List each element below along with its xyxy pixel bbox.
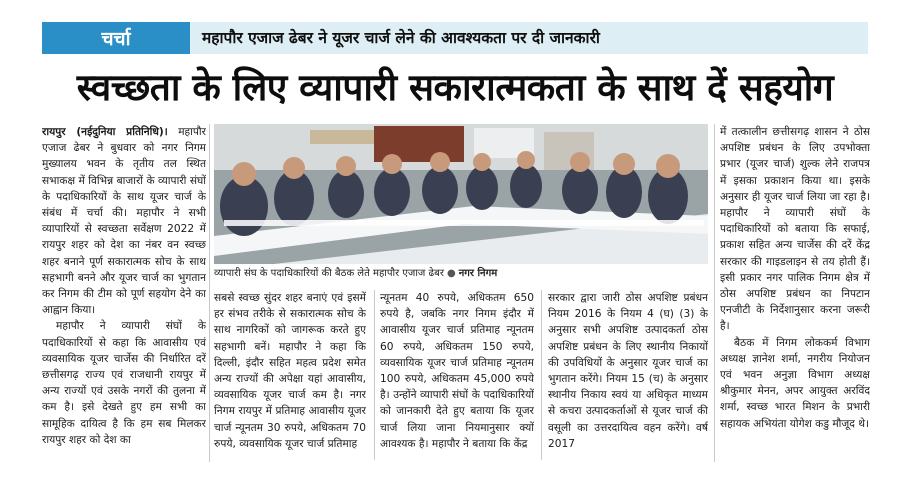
paragraph-text: बैठक में निगम लोककर्म विभाग अध्यक्ष ज्ञानेश शर्मा, नगरीय नियोजन एवं भवन अनुज्ञा विभाग अध्यक्ष श्रीकुमार मेनन, अपर आयुक्त अरविंद शर्मा, स्वच्छ भारत मिशन के प्रभारी सहायक अभियंता योगेश कडु मौजूद थे। — [720, 336, 870, 430]
paragraph-text: महापौर एजाज ढेबर ने बुधवार को नगर निगम मुख्यालय भवन के तृतीय तल स्थित सभाकक्ष में विभिन्न बाजारों के व्यापारी संघों के पदाधिकारियों के साथ यूजर चार्ज के संबंध में चर्चा की। महापौर ने सभी व्यापारियों से स्वच्छता सर्वेक्षण 2022 में रायपुर शहर को देश का नंबर वन स्वच्छ शहर बनाने पूर्ण सकारात्मक सोच के साथ सहभागी बनने और यूजर चार्ज का भुगतान कर निगम की टीम को पूर्ण सहयोग देने का आह्वान किया। — [42, 126, 206, 317]
paragraph-text: महापौर ने व्यापारी संघों के पदाधिकारियों से कहा कि आवासीय एवं व्यवसायिक यूजर चार्जेस की निर्धारित दरें छत्तीसगढ़ राज्य एवं राजधानी रायपुर में अन्य राज्यों एवं उसके नगरों की तुलना में कम है। इसे देखते हुए हम सभी का सामूहिक दायित्व है कि हम सब मिलकर रायपुर शहर को देश का — [42, 320, 206, 446]
headline: स्वच्छता के लिए व्यापारी सकारात्मकता के साथ दें सहयोग — [76, 66, 834, 109]
article-column-1 — [42, 124, 206, 464]
paragraph-text: सबसे स्वच्छ सुंदर शहर बनाएं एवं इसमें हर संभव तरीके से सकारात्मक सोच के साथ नागरिकों को जागरूक करते हुए सहभागी बनें। महापौर ने कहा कि दिल्ली, इंदौर सहित महत्व प्रदेश समेत अन्य राज्यों की अपेक्षा यहां आवासीय, व्यवसायिक यूजर चार्ज कम है। नगर निगम रायपुर में प्रतिमाह आवासीय यूजर चार्ज न्यूनतम 30 रुपये, अधिकतम 70 रुपये, व्यवसायिक यूजर चार्ज प्रतिमाह — [214, 292, 366, 450]
column-divider — [374, 290, 375, 460]
caption-text: व्यापारी संघ के पदाधिकारियों की बैठक लेते महापौर एजाज ढेबर — [214, 268, 444, 279]
byline: रायपुर (नईदुनिया प्रतिनिधि)। — [42, 126, 168, 138]
paragraph-text: सरकार द्वारा जारी ठोस अपशिष्ट प्रबंधन नियम 2016 के नियम 4 (घ) (3) के अनुसार सभी अपशिष्ट उत्पादकर्ता ठोस अपशिष्ट प्रबंधन के लिए स्थानीय निकायों की उपविधियों के अनुसार यूजर चार्ज का भुगतान करेंगे। नियम 15 (च) के अनुसार स्थानीय निकाय स्वयं या अधिकृत माध्यम से कचरा उत्पादकर्ताओं से यूजर चार्ज की वसूली का उत्तरदायित्व वहन करेंगे। वर्ष 2017 — [548, 292, 708, 450]
column-divider — [209, 124, 210, 462]
news-photo — [214, 124, 708, 264]
paragraph-text: न्यूनतम 40 रुपये, अधिकतम 650 रुपये है, जबकि नगर निगम इंदौर में आवासीय यूजर चार्ज प्रतिमाह न्यूनतम 60 रुपये, अधिकतम 150 रुपये, व्यवसायिक यूजर चार्ज प्रतिमाह न्यूनतम 100 रुपये, अधिकतम 45,000 रुपये है। उन्होंने व्यापारी संघों के पदाधिकारियों को जानकारी देते हुए बताया कि यूजर चार्ज लिया जाना नियमानुसार क्यों आवश्यक है। महापौर ने बताया कि केंद्र — [380, 292, 534, 450]
section-tag: चर्चा — [42, 22, 190, 54]
column-divider — [714, 124, 715, 462]
article-column-4 — [548, 290, 708, 460]
article-column-3 — [380, 290, 534, 460]
bullet-icon: ● — [446, 268, 456, 279]
photo-caption — [214, 266, 708, 282]
paragraph-text: में तत्कालीन छत्तीसगढ़ शासन ने ठोस अपशिष्ट प्रबंधन के लिए उपभोक्ता प्रभार (यूजर चार्ज) शुल्क लेने राजपत्र में इसका प्रकाशन किया था। इसके अनुसार ही यूजर चार्ज लिया जा रहा है। महापौर ने व्यापारी संघों के पदाधिकारियों को बताया कि सफाई, प्रकाश सहित अन्य चार्जेस की दरें केंद्र सरकार की गाइडलाइन से तय होती हैं। इसी प्रकार नगर पालिक निगम क्षेत्र में ठोस अपशिष्ट प्रबंधन का निपटान एनजीटी के निर्देशानुसार करना जरूरी है। — [720, 126, 870, 333]
article-column-5 — [720, 124, 870, 464]
article-paragraph — [42, 124, 206, 318]
column-divider — [541, 290, 542, 460]
kicker-text: महापौर एजाज ढेबर ने यूजर चार्ज लेने की आवश्यकता पर दी जानकारी — [202, 29, 600, 47]
photo-credit: नगर निगम — [458, 268, 498, 279]
article-column-2 — [214, 290, 366, 460]
